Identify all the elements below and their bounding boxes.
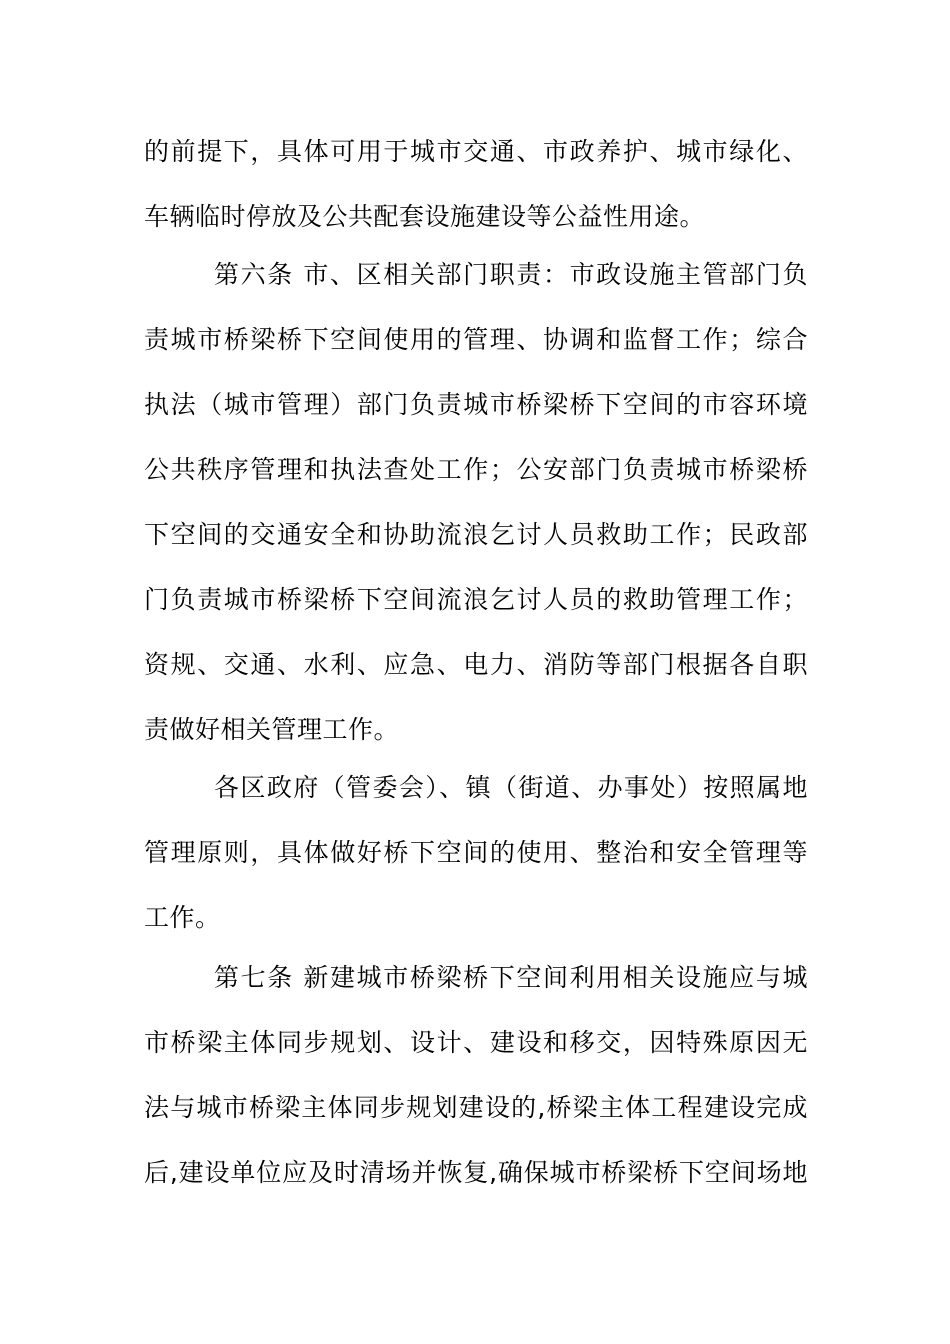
text-line: 的前提下，具体可用于城市交通、市政养护、城市绿化、 xyxy=(144,137,808,166)
text-line: 资规、交通、水利、应急、电力、消防等部门根据各自职 xyxy=(144,650,808,679)
text-line: 执法（城市管理）部门负责城市桥梁桥下空间的市容环境 xyxy=(144,390,808,419)
text-line: 公共秩序管理和执法查处工作；公安部门负责城市桥梁桥 xyxy=(144,455,808,484)
article-6-heading-line: 第六条 市、区相关部门职责：市政设施主管部门负 xyxy=(214,260,808,289)
text-line: 法与城市桥梁主体同步规划建设的,桥梁主体工程建设完成 xyxy=(144,1093,808,1122)
article-7-heading-line: 第七条 新建城市桥梁桥下空间利用相关设施应与城 xyxy=(214,963,808,992)
text-line: 工作。 xyxy=(144,903,221,932)
text-line: 责做好相关管理工作。 xyxy=(144,715,400,744)
text-line: 后,建设单位应及时清场并恢复,确保城市桥梁桥下空间场地 xyxy=(144,1158,808,1187)
text-line: 责城市桥梁桥下空间使用的管理、协调和监督工作；综合 xyxy=(144,325,808,354)
paragraph-start-line: 各区政府（管委会）、镇（街道、办事处）按照属地 xyxy=(214,773,808,802)
text-line: 下空间的交通安全和协助流浪乞讨人员救助工作；民政部 xyxy=(144,520,808,549)
text-line: 车辆临时停放及公共配套设施建设等公益性用途。 xyxy=(144,202,706,231)
text-line: 门负责城市桥梁桥下空间流浪乞讨人员的救助管理工作； xyxy=(144,585,808,614)
text-line: 市桥梁主体同步规划、设计、建设和移交，因特殊原因无 xyxy=(144,1028,808,1057)
text-line: 管理原则，具体做好桥下空间的使用、整治和安全管理等 xyxy=(144,838,808,867)
